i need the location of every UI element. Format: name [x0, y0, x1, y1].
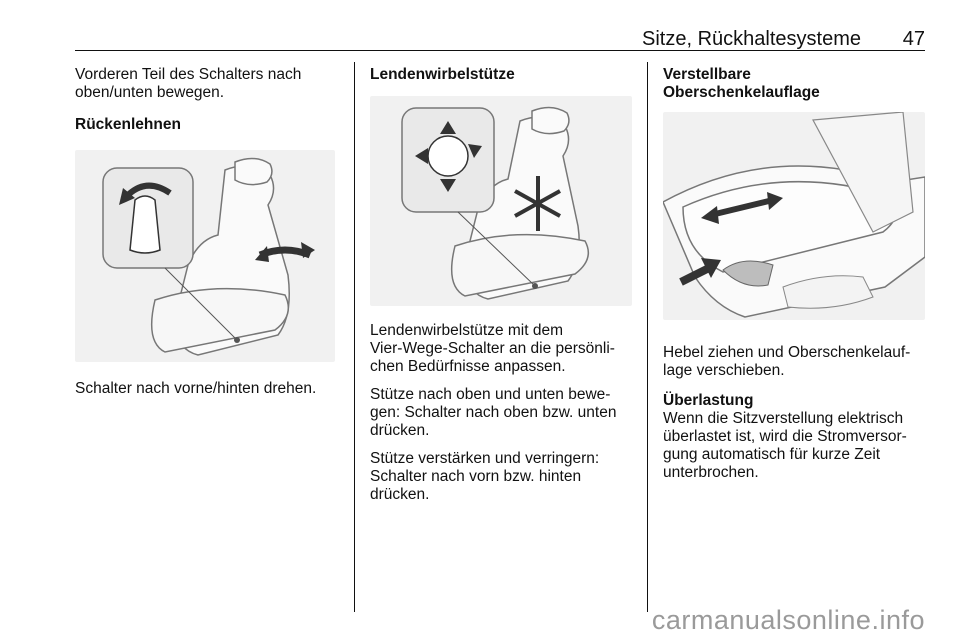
overload-line-1: Wenn die Sitzverstellung elektrisch	[663, 410, 904, 427]
header-divider	[75, 50, 925, 51]
thigh-p1-line-1: Hebel ziehen und Oberschenkelauf-	[663, 344, 911, 361]
column-divider-1	[354, 62, 355, 612]
lumbar-p2-line-1: Stütze nach oben und unten bewe-	[370, 386, 611, 403]
heading-oberschenkelauflage: Oberschenkelauflage	[663, 84, 820, 101]
section-title: Sitze, Rückhaltesysteme	[642, 28, 861, 50]
caption-backrest: Schalter nach vorne/hinten drehen.	[75, 380, 317, 397]
thigh-p1-line-2: lage verschieben.	[663, 362, 785, 379]
heading-verstellbare: Verstellbare	[663, 66, 751, 83]
lumbar-p2-line-3: drücken.	[370, 422, 430, 439]
lumbar-p1-line-2: Vier-Wege-Schalter an die persönli-	[370, 340, 615, 357]
figure-backrest-illustration	[75, 150, 335, 362]
backrest-seat-drawing	[75, 150, 335, 362]
figure-lumbar-illustration	[370, 96, 632, 306]
lumbar-p3-line-2: Schalter nach vorn bzw. hinten	[370, 468, 582, 485]
intro-line-1: Vorderen Teil des Schalters nach	[75, 66, 302, 83]
figure-thigh-support-illustration	[663, 112, 925, 320]
heading-lendenwirbelstuetze: Lendenwirbelstütze	[370, 66, 515, 83]
lumbar-p3-line-1: Stütze verstärken und verringern:	[370, 450, 600, 467]
column-divider-2	[647, 62, 648, 612]
overload-line-2: überlastet ist, wird die Stromversor-	[663, 428, 907, 445]
lumbar-p1-line-1: Lendenwirbelstütze mit dem	[370, 322, 563, 339]
subheading-ueberlastung: Überlastung	[663, 392, 754, 409]
thigh-support-drawing	[663, 112, 925, 320]
page-header	[75, 26, 925, 50]
lumbar-p2-line-2: gen: Schalter nach oben bzw. unten	[370, 404, 617, 421]
overload-line-4: unterbrochen.	[663, 464, 759, 481]
lumbar-seat-drawing	[370, 96, 632, 306]
column-3	[663, 66, 923, 482]
lumbar-p1-line-3: chen Bedürfnisse anpassen.	[370, 358, 566, 375]
column-2	[370, 66, 630, 504]
watermark: carmanualsonline.info	[651, 605, 925, 635]
intro-line-2: oben/unten bewegen.	[75, 84, 225, 101]
lumbar-p3-line-3: drücken.	[370, 486, 430, 503]
overload-line-3: gung automatisch für kurze Zeit	[663, 446, 881, 463]
page-number: 47	[902, 28, 925, 50]
column-1	[75, 66, 335, 398]
heading-rueckenlehnen: Rückenlehnen	[75, 116, 181, 133]
